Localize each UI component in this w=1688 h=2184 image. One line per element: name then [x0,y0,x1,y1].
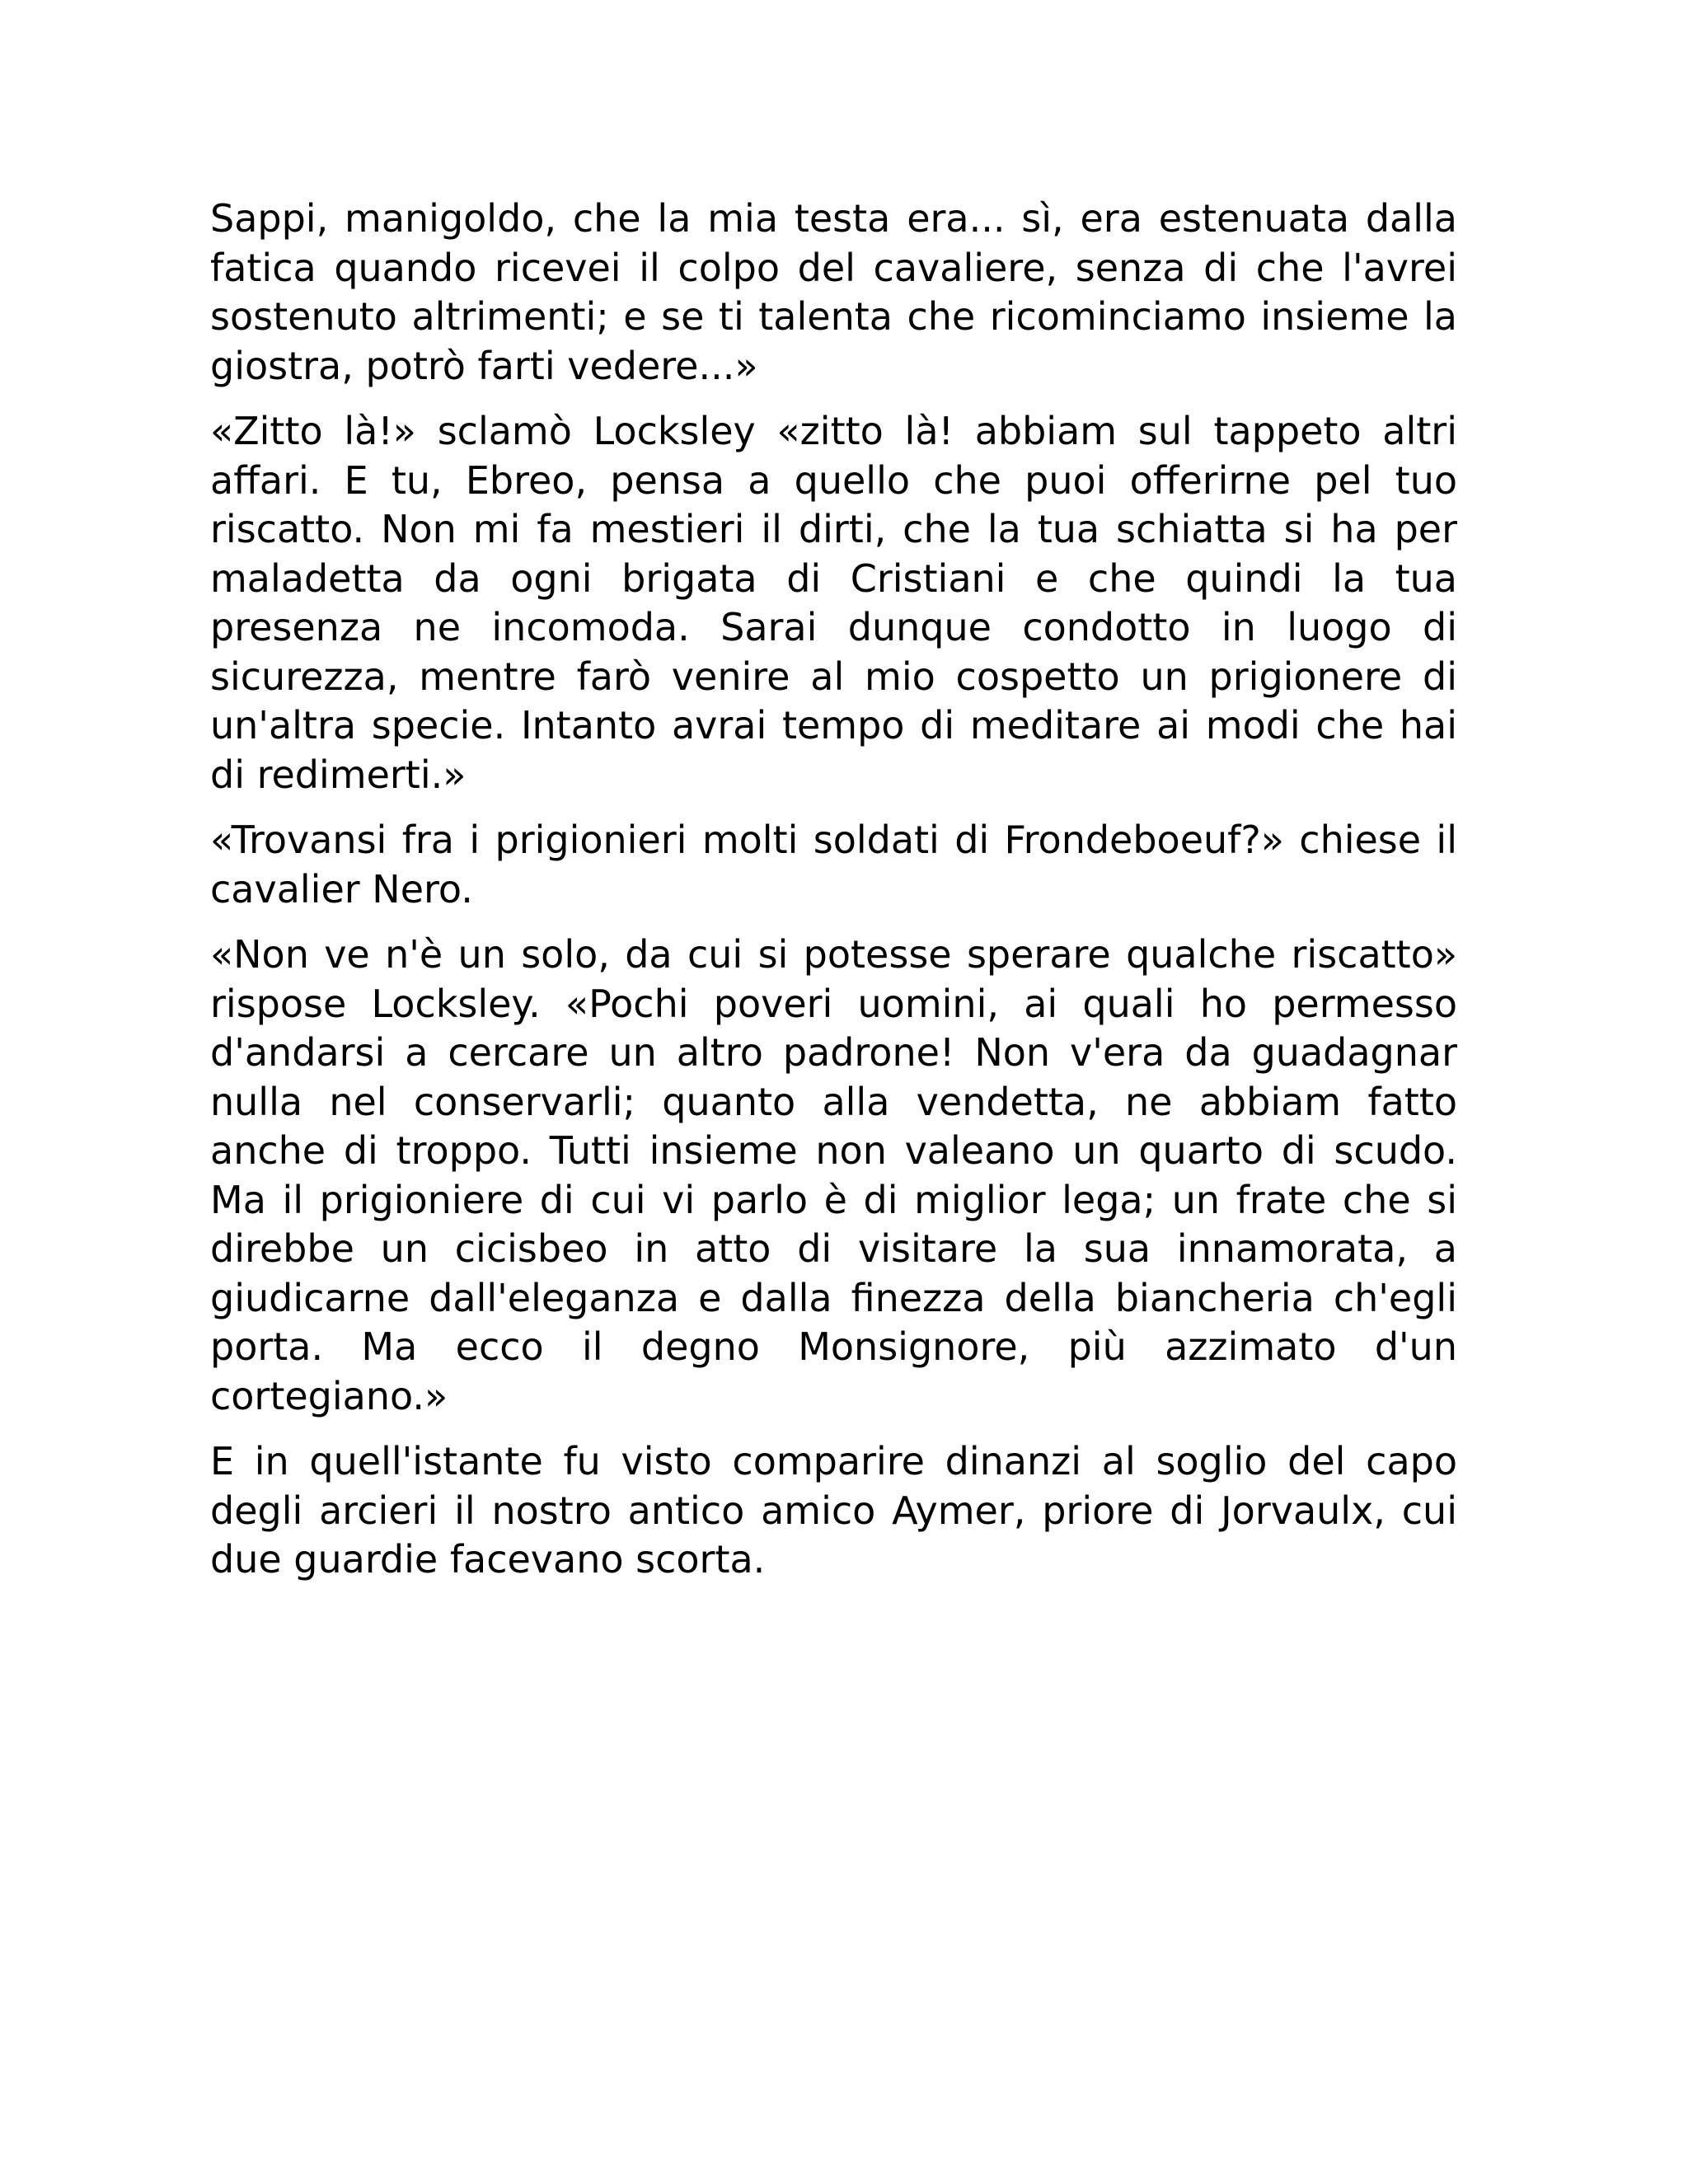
paragraph-1: Sappi, manigoldo, che la mia testa era... sì, era estenuata dalla fatica quando ricevei il colpo del cavaliere, senza di che l'avrei sostenuto altrimenti; e se ti talenta che ricominciamo insieme la giostra, potrò farti vedere...» [210,196,1457,388]
paragraph-4: «Non ve n'è un solo, da cui si potesse sperare qualche riscatto» rispose Locksley. «Pochi poveri uomini, ai quali ho permesso d'andarsi a cercare un altro padrone! Non v'era da guadagnar nulla nel conservarli; quanto alla vendetta, ne abbiam fatto anche di troppo. Tutti insieme non valeano un quarto di scudo. Ma il prigioniere di cui vi parlo è di miglior lega; un frate che si direbbe un cicisbeo in atto di visitare la sua innamorata, a giudicarne dall'eleganza e dalla finezza della biancheria ch'egli porta. Ma ecco il degno Monsignore, più azzimato d'un cortegiano.» [210,932,1457,1418]
paragraph-5: E in quell'istante fu visto comparire dinanzi al soglio del capo degli arcieri il nostro antico amico Aymer, priore di Jorvaulx, cui due guardie facevano scorta. [210,1439,1457,1582]
paragraph-3: «Trovansi fra i prigionieri molti soldati di Frondeboeuf?» chiese il cavalier Nero. [210,818,1457,912]
body-text [210,194,1457,1601]
paragraph-2: «Zitto là!» sclamò Locksley «zitto là! abbiam sul tappeto altri affari. E tu, Ebreo, pensa a quello che puoi offerirne pel tuo riscatto. Non mi fa mestieri il dirti, che la tua schiatta si ha per maladetta da ogni brigata di Cristiani e che quindi la tua presenza ne incomoda. Sarai dunque condotto in luogo di sicurezza, mentre farò venire al mio cospetto un prigionere di un'altra specie. Intanto avrai tempo di meditare ai modi che hai di redimerti.» [210,409,1457,797]
